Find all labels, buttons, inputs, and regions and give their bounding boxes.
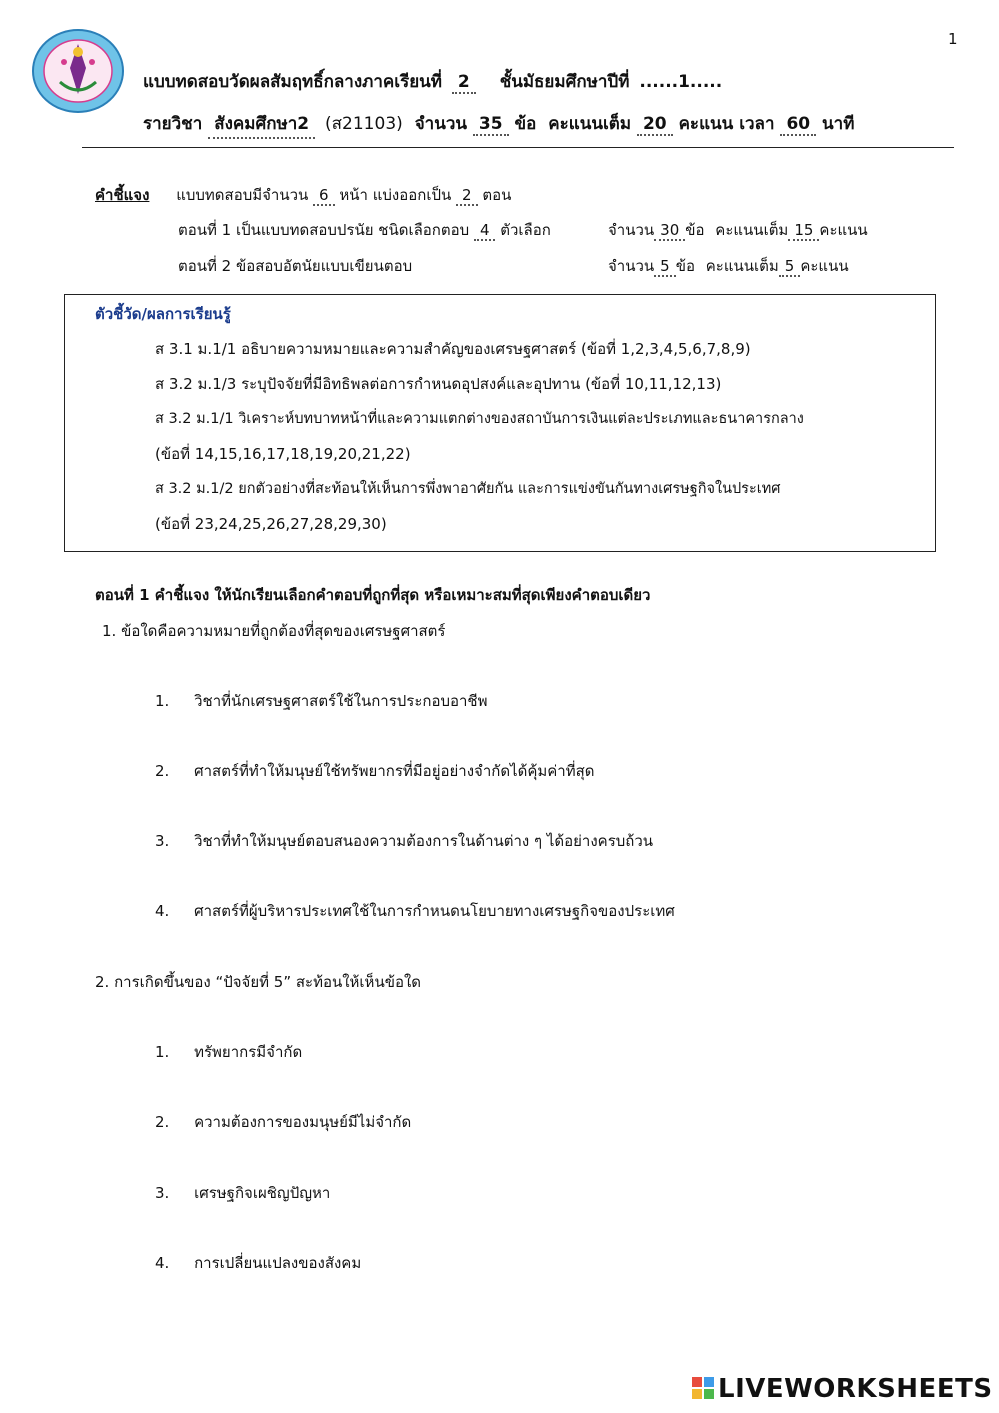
score-unit: คะแนน (819, 221, 868, 239)
choice-number: 3. (155, 832, 170, 850)
choice-text: เศรษฐกิจเผชิญปัญหา (194, 1184, 331, 1202)
header-line-1 (143, 68, 722, 95)
choice-item[interactable] (155, 1181, 330, 1205)
choice-item[interactable] (155, 829, 653, 853)
subject-value: สังคมศึกษา2 (208, 110, 315, 139)
question-2: 2. การเกิดขึ้นของ “ปัจจัยที่ 5” สะท้อนให้เห็นข้อใด (95, 973, 422, 991)
score-label: คะแนนเต็ม (705, 257, 779, 275)
time-label: เวลา (739, 114, 775, 134)
part2-score: 5 (779, 257, 801, 277)
count-label: จำนวน (414, 114, 467, 134)
part1-desc: ตอนที่ 1 เป็นแบบทดสอบปรนัย ชนิดเลือกตอบ (178, 221, 470, 239)
question-1: 1. ข้อใดคือความหมายที่ถูกต้องที่สุดของเศรษฐศาสตร์ (102, 622, 446, 640)
choice-item[interactable] (155, 1251, 361, 1275)
score-value: 20 (637, 114, 673, 136)
brand-text: LIVEWORKSHEETS (718, 1374, 993, 1404)
choice-number: 4. (155, 1254, 170, 1272)
header-title: แบบทดสอบวัดผลสัมฤทธิ์กลางภาคเรียนที่ (143, 72, 442, 92)
liveworksheets-brand[interactable] (692, 1374, 993, 1404)
instructions-text: แบบทดสอบมีจำนวน (176, 186, 309, 204)
objective-line: ส 3.2 ม.1/1 วิเคราะห์บทบาทหน้าที่และความแตกต่างของสถาบันการเงินแต่ละประเภทและธนาคารกลาง (155, 411, 804, 427)
choice-number: 1. (155, 692, 170, 710)
choice-text: ทรัพยากรมีจำกัด (194, 1043, 303, 1061)
subject-code: (ส21103) (325, 114, 403, 134)
choice-item[interactable] (155, 899, 675, 923)
subject-label: รายวิชา (143, 114, 203, 134)
grade-value: ......1..... (639, 72, 723, 92)
item-label: ข้อ (675, 257, 695, 275)
choice-number: 2. (155, 762, 170, 780)
instructions-label: คำชี้แจง (95, 186, 150, 204)
instructions-line-2 (178, 218, 551, 242)
semester-value: 2 (452, 72, 476, 94)
objective-line: (ข้อที่ 23,24,25,26,27,28,29,30) (155, 515, 387, 533)
grade-label: ชั้นมัธยมศึกษาปีที่ (499, 72, 630, 92)
choice-text: วิชาที่ทำให้มนุษย์ตอบสนองความต้องการในด้านต่าง ๆ ได้อย่างครบถ้วน (194, 832, 654, 850)
header-line-2 (143, 110, 854, 139)
parts-value: 2 (456, 186, 478, 206)
score-unit: คะแนน (678, 114, 734, 134)
item-label: ข้อ (514, 114, 537, 134)
choices-label: ตัวเลือก (500, 221, 551, 239)
choice-item[interactable] (155, 759, 595, 783)
instructions-line-3-right (608, 254, 849, 278)
choice-text: วิชาที่นักเศรษฐศาสตร์ใช้ในการประกอบอาชีพ (194, 692, 488, 710)
part2-count: 5 (654, 257, 676, 277)
count-label: จำนวน (608, 221, 655, 239)
objective-line: (ข้อที่ 14,15,16,17,18,19,20,21,22) (155, 445, 411, 463)
pages-value: 6 (313, 186, 335, 206)
count-value: 35 (473, 114, 509, 136)
score-label: คะแนนเต็ม (715, 221, 789, 239)
instructions-text: หน้า แบ่งออกเป็น (339, 186, 452, 204)
objectives-title: ตัวชี้วัด/ผลการเรียนรู้ (95, 305, 231, 323)
choice-item[interactable] (155, 689, 488, 713)
part1-count: 30 (654, 221, 685, 241)
header-divider (82, 147, 954, 148)
time-value: 60 (780, 114, 816, 136)
part1-score: 15 (788, 221, 819, 241)
instructions-line-3 (178, 254, 412, 278)
choice-number: 1. (155, 1043, 170, 1061)
choice-number: 3. (155, 1184, 170, 1202)
choice-number: 4. (155, 902, 170, 920)
choices-value: 4 (474, 221, 496, 241)
item-label: ข้อ (685, 221, 705, 239)
choice-text: การเปลี่ยนแปลงของสังคม (194, 1254, 362, 1272)
choice-number: 2. (155, 1113, 170, 1131)
part2-desc: ตอนที่ 2 ข้อสอบอัตนัยแบบเขียนตอบ (178, 257, 413, 275)
instructions-line-2-right (608, 218, 868, 242)
choice-text: ความต้องการของมนุษย์มีไม่จำกัด (194, 1113, 412, 1131)
objective-line: ส 3.1 ม.1/1 อธิบายความหมายและความสำคัญของเศรษฐศาสตร์ (ข้อที่ 1,2,3,4,5,6,7,8,9) (155, 340, 751, 358)
objective-line: ส 3.2 ม.1/3 ระบุปัจจัยที่มีอิทธิพลต่อการกำหนดอุปสงค์และอุปทาน (ข้อที่ 10,11,12,13) (155, 375, 722, 393)
score-label: คะแนนเต็ม (548, 114, 632, 134)
page-number: 1 (948, 30, 958, 48)
choice-item[interactable] (155, 1110, 411, 1134)
part1-heading: ตอนที่ 1 คำชี้แจง ให้นักเรียนเลือกคำตอบที่ถูกที่สุด หรือเหมาะสมที่สุดเพียงคำตอบเดียว (95, 586, 651, 604)
liveworksheets-logo-icon (692, 1376, 714, 1398)
choice-text: ศาสตร์ที่ทำให้มนุษย์ใช้ทรัพยากรที่มีอยู่อย่างจำกัดได้คุ้มค่าที่สุด (194, 762, 595, 780)
choice-item[interactable] (155, 1040, 302, 1064)
time-unit: นาที (822, 114, 855, 134)
count-label: จำนวน (608, 257, 655, 275)
objective-line: ส 3.2 ม.1/2 ยกตัวอย่างที่สะท้อนให้เห็นการพึ่งพาอาศัยกัน และการแข่งขันกันทางเศรษฐกิจในประเทศ (155, 481, 781, 497)
instructions-line-1 (95, 183, 511, 207)
choice-text: ศาสตร์ที่ผู้บริหารประเทศใช้ในการกำหนดนโยบายทางเศรษฐกิจของประเทศ (194, 902, 675, 920)
score-unit: คะแนน (800, 257, 849, 275)
school-seal-logo (30, 28, 126, 114)
instructions-text: ตอน (482, 186, 512, 204)
